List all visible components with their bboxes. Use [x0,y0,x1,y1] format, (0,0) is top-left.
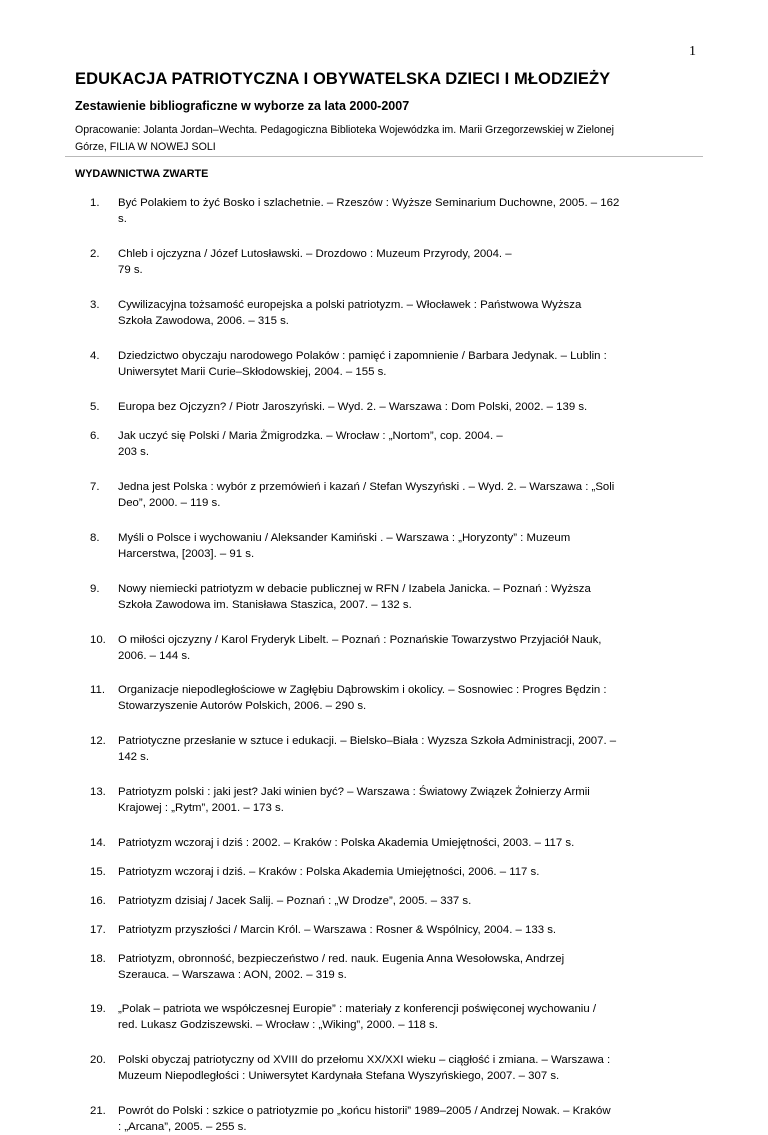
entry-text [118,1052,708,1084]
compiler-line: Opracowanie: Jolanta Jordan–Wechta. Pedagogiczna Biblioteka Wojewódzka im. Marii Grzegorzewskiej w Zielonej [75,124,614,136]
entry-line: s. [118,213,127,225]
document-title: EDUKACJA PATRIOTYCZNA I OBYWATELSKA DZIECI I MŁODZIEŻY [75,70,611,88]
document-subtitle: Zestawienie bibliograficzne w wyborze za lata 2000-2007 [75,99,410,113]
entry-text [118,733,708,765]
entry-line: Być Polakiem to żyć Bosko i szlachetnie. – Rzeszów : Wyższe Seminarium Duchowne, 2005. – 162 [118,197,620,209]
entry-number: 8. [90,532,100,544]
entry-text [118,1001,708,1033]
entry-line: Polski obyczaj patriotyczny od XVIII do przełomu XX/XXI wieku – ciągłość i zmiana. – Warszawa : [118,1054,611,1066]
entry-number: 9. [90,583,100,595]
entry-line: Harcerstwa, [2003]. – 91 s. [118,548,255,560]
compiler-line: Górze, FILIA W NOWEJ SOLI [75,141,216,153]
entry-line: 203 s. [118,446,150,458]
entry-line: Patriotyzm wczoraj i dziś. – Kraków : Polska Akademia Umiejętności, 2006. – 117 s. [118,866,540,878]
entry-line: Uniwersytet Marii Curie–Skłodowskiej, 2004. – 155 s. [118,366,387,378]
entry-line: 2006. – 144 s. [118,650,191,662]
entry-number: 5. [90,401,100,413]
entry-line: Dziedzictwo obyczaju narodowego Polaków : pamięć i zapomnienie / Barbara Jedynak. – Lublin : [118,350,607,362]
entry-line: „Polak – patriota we współczesnej Europie” : materiały z konferencji poświęconej wychowaniu / [118,1003,597,1015]
entry-number: 10. [90,634,106,646]
entry-text [118,246,708,278]
entry-line: 142 s. [118,751,150,763]
entry-text [118,951,708,983]
entry-number: 14. [90,837,106,849]
entry-line: Patriotyzm wczoraj i dziś : 2002. – Kraków : Polska Akademia Umiejętności, 2003. – 117 s. [118,837,575,849]
entry-number: 1. [90,197,100,209]
entry-number: 20. [90,1054,106,1066]
entry-line: Szkoła Zawodowa, 2006. – 315 s. [118,315,289,327]
entry-number: 4. [90,350,100,362]
entry-text [118,530,708,562]
entry-line: O miłości ojczyzny / Karol Fryderyk Libelt. – Poznań : Poznańskie Towarzystwo Przyjaciół Nauk, [118,634,602,646]
entry-text [118,297,708,329]
entry-line: Organizacje niepodległościowe w Zagłębiu Dąbrowskim i okolicy. – Sosnowiec : Progres Będzin : [118,684,607,696]
entry-number: 3. [90,299,100,311]
entry-text [118,1103,708,1135]
entry-number: 6. [90,430,100,442]
entry-number: 13. [90,786,106,798]
entry-number: 11. [90,684,105,696]
entry-line: Stowarzyszenie Autorów Polskich, 2006. – 290 s. [118,700,367,712]
entry-number: 15. [90,866,106,878]
entry-text [118,581,708,613]
entry-line: Nowy niemiecki patriotyzm w debacie publicznej w RFN / Izabela Janicka. – Poznań : Wyższa [118,583,591,595]
entry-line: Myśli o Polsce i wychowaniu / Aleksander Kamiński . – Warszawa : „Horyzonty” : Muzeum [118,532,571,544]
entry-number: 17. [90,924,106,936]
entry-line: Patriotyzm dzisiaj / Jacek Salij. – Poznań : „W Drodze”, 2005. – 337 s. [118,895,472,907]
entry-text [118,682,708,714]
entry-text [118,195,708,227]
entry-line: Chleb i ojczyzna / Józef Lutosławski. – Drozdowo : Muzeum Przyrody, 2004. – [118,248,512,260]
entry-line: Europa bez Ojczyzn? / Piotr Jaroszyński. – Wyd. 2. – Warszawa : Dom Polski, 2002. – 139 s. [118,401,588,413]
entry-line: : „Arcana”, 2005. – 255 s. [118,1121,247,1133]
entry-line: Jak uczyć się Polski / Maria Żmigrodzka. – Wrocław : „Nortom”, cop. 2004. – [118,430,503,442]
entry-line: Szkoła Zawodowa im. Stanisława Staszica, 2007. – 132 s. [118,599,412,611]
entry-text [118,632,708,664]
entry-line: Szerauca. – Warszawa : AON, 2002. – 319 s. [118,969,347,981]
entry-line: Powrót do Polski : szkice o patriotyzmie po „końcu historii” 1989–2005 / Andrzej Nowak. – Kraków [118,1105,611,1117]
header-divider [65,156,703,157]
entry-number: 21. [90,1105,106,1117]
entry-line: Patriotyzm polski : jaki jest? Jaki winien być? – Warszawa : Światowy Związek Żołnierzy Armii [118,786,590,798]
page-number: 1 [689,44,696,59]
entry-line: Jedna jest Polska : wybór z przemówień i kazań / Stefan Wyszyński . – Wyd. 2. – Warszawa : „Soli [118,481,615,493]
entry-number: 16. [90,895,106,907]
entry-line: Deo”, 2000. – 119 s. [118,497,221,509]
entry-line: red. Lukasz Godziszewski. – Wrocław : „Wiking”, 2000. – 118 s. [118,1019,438,1031]
entry-text [118,479,708,511]
entry-line: 79 s. [118,264,143,276]
section-heading: WYDAWNICTWA ZWARTE [75,168,209,180]
entry-line: Patriotyzm przyszłości / Marcin Król. – Warszawa : Rosner & Wspólnicy, 2004. – 133 s. [118,924,557,936]
compiler-note [75,122,701,156]
entry-number: 18. [90,953,106,965]
entry-number: 2. [90,248,100,260]
entry-line: Muzeum Niepodległości : Uniwersytet Kardynała Stefana Wyszyńskiego, 2007. – 307 s. [118,1070,560,1082]
entry-text [118,835,708,851]
entry-line: Cywilizacyjna tożsamość europejska a polski patriotyzm. – Włocławek : Państwowa Wyższa [118,299,582,311]
entry-number: 7. [90,481,100,493]
entry-text [118,784,708,816]
entry-number: 19. [90,1003,106,1015]
entry-number: 12. [90,735,106,747]
entry-text [118,348,708,380]
entry-text [118,893,708,909]
entry-line: Krajowej : „Rytm”, 2001. – 173 s. [118,802,284,814]
entry-text [118,922,708,938]
entry-line: Patriotyzm, obronność, bezpieczeństwo / red. nauk. Eugenia Anna Wesołowska, Andrzej [118,953,565,965]
entry-text [118,864,708,880]
entry-line: Patriotyczne przesłanie w sztuce i edukacji. – Bielsko–Biała : Wyzsza Szkoła Administracji, 2007. – [118,735,617,747]
entry-text [118,428,708,460]
entry-text [118,399,708,415]
